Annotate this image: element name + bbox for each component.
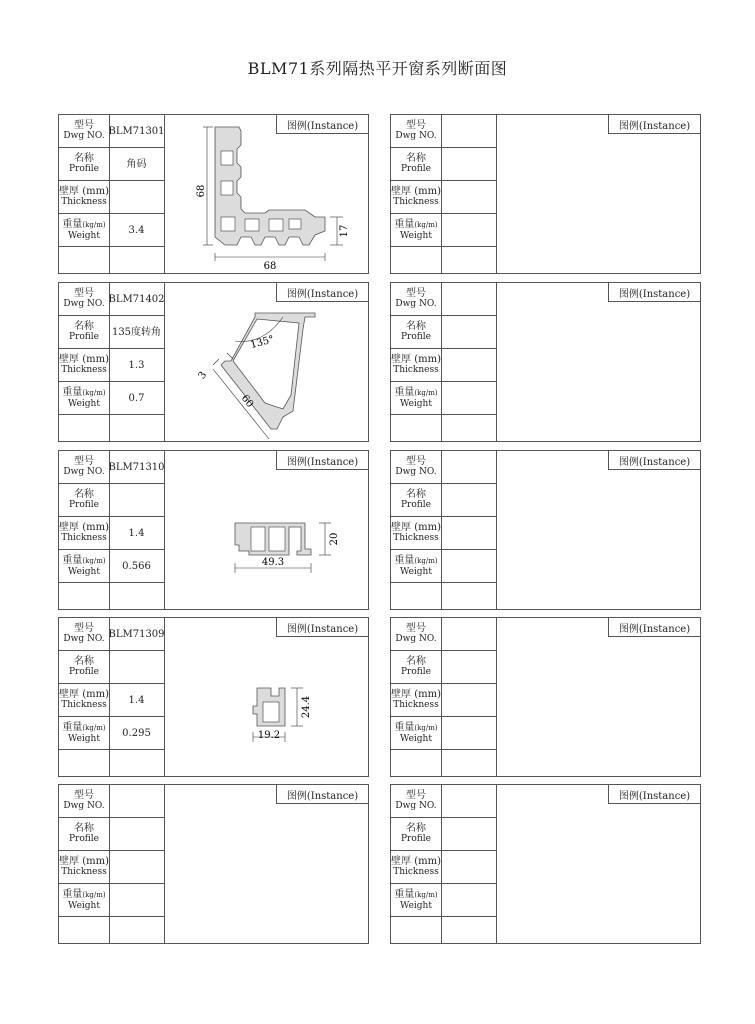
instance-label: 图例(Instance): [608, 451, 700, 470]
dim-depth: 17: [339, 224, 350, 238]
blank-label: [59, 415, 109, 443]
instance-label: 图例(Instance): [276, 618, 368, 637]
dwg-label: 型号 Dwg NO.: [391, 451, 441, 484]
blank-label: [59, 583, 109, 611]
weight-label: 重量(kg/m) Weight: [59, 550, 109, 583]
dwg-value: BLM71301: [109, 115, 164, 148]
profile-value: [441, 148, 496, 181]
profile-label: 名称 Profile: [391, 148, 441, 181]
profile-label: 名称 Profile: [59, 148, 109, 181]
label-column: [391, 115, 442, 273]
dwg-value: [441, 115, 496, 148]
blank-label: [391, 247, 441, 275]
thickness-value: [441, 181, 496, 214]
blank-label: [59, 750, 109, 778]
profile-card: [390, 784, 701, 944]
thickness-value: 1.4: [109, 684, 164, 717]
blank-value: [109, 583, 164, 611]
blank-value: [441, 583, 496, 611]
weight-value: [441, 717, 496, 750]
dwg-label: 型号 Dwg NO.: [391, 618, 441, 651]
dim-width: 49.3: [261, 557, 285, 568]
label-column: [59, 618, 110, 776]
label-column: [391, 451, 442, 609]
label-column: [59, 115, 110, 273]
profile-value: [441, 651, 496, 684]
value-column: [109, 283, 165, 441]
profile-value: [109, 818, 164, 851]
label-column: [59, 283, 110, 441]
weight-value: [441, 382, 496, 415]
instance-label: 图例(Instance): [608, 283, 700, 302]
thickness-value: [441, 851, 496, 884]
dim-height: 68: [196, 184, 207, 198]
thickness-label: 壁厚 (mm) Thickness: [59, 349, 109, 382]
thickness-label: 壁厚 (mm) Thickness: [59, 181, 109, 214]
profile-card: [390, 282, 701, 442]
blank-value: [441, 247, 496, 275]
profile-value: [441, 316, 496, 349]
profile-card: [58, 617, 369, 777]
weight-value: [441, 550, 496, 583]
thickness-label: 壁厚 (mm) Thickness: [59, 851, 109, 884]
value-column: [441, 451, 497, 609]
profile-label: 名称 Profile: [391, 818, 441, 851]
instance-label: 图例(Instance): [608, 115, 700, 134]
value-column: [109, 785, 165, 943]
weight-label: 重量(kg/m) Weight: [391, 382, 441, 415]
thickness-label: 壁厚 (mm) Thickness: [59, 684, 109, 717]
dwg-label: 型号 Dwg NO.: [59, 115, 109, 148]
dwg-value: BLM71402: [109, 283, 164, 316]
instance-label: 图例(Instance): [276, 451, 368, 470]
label-column: [59, 451, 110, 609]
profile-drawing: [165, 451, 368, 609]
value-column: [109, 115, 165, 273]
blank-value: [109, 750, 164, 778]
profile-value: [441, 818, 496, 851]
profile-value: [109, 484, 164, 517]
dwg-value: [109, 785, 164, 818]
dwg-label: 型号 Dwg NO.: [391, 115, 441, 148]
dim-height: 24.4: [301, 695, 312, 719]
profile-card: [58, 784, 369, 944]
profile-drawing: [165, 283, 368, 441]
profile-value: [441, 484, 496, 517]
thickness-value: [441, 517, 496, 550]
thickness-value: 1.3: [109, 349, 164, 382]
weight-label: 重量(kg/m) Weight: [391, 884, 441, 917]
thickness-label: 壁厚 (mm) Thickness: [391, 181, 441, 214]
profile-value: [109, 651, 164, 684]
instance-label: 图例(Instance): [276, 283, 368, 302]
instance-label: 图例(Instance): [608, 785, 700, 804]
blank-value: [441, 750, 496, 778]
profile-value: 135度转角: [109, 316, 164, 349]
thickness-label: 壁厚 (mm) Thickness: [59, 517, 109, 550]
dwg-value: [441, 451, 496, 484]
profile-card: [58, 282, 369, 442]
blank-label: [391, 415, 441, 443]
profile-value: 角码: [109, 148, 164, 181]
weight-value: [441, 884, 496, 917]
weight-value: [441, 214, 496, 247]
blank-value: [109, 415, 164, 443]
thickness-value: [109, 851, 164, 884]
value-column: [109, 451, 165, 609]
instance-label: 图例(Instance): [608, 618, 700, 637]
dwg-value: [441, 618, 496, 651]
dwg-value: BLM71309: [109, 618, 164, 651]
dwg-label: 型号 Dwg NO.: [391, 283, 441, 316]
instance-label: 图例(Instance): [276, 115, 368, 134]
value-column: [441, 115, 497, 273]
value-column: [441, 785, 497, 943]
weight-value: 0.295: [109, 717, 164, 750]
label-column: [391, 283, 442, 441]
weight-value: 0.566: [109, 550, 164, 583]
dwg-value: BLM71310: [109, 451, 164, 484]
dwg-value: [441, 283, 496, 316]
weight-label: 重量(kg/m) Weight: [59, 884, 109, 917]
weight-label: 重量(kg/m) Weight: [391, 214, 441, 247]
blank-label: [391, 750, 441, 778]
dim-angle: 135°: [249, 334, 276, 352]
thickness-value: 1.4: [109, 517, 164, 550]
blank-label: [391, 583, 441, 611]
profile-label: 名称 Profile: [391, 316, 441, 349]
blank-value: [109, 917, 164, 945]
dwg-value: [441, 785, 496, 818]
weight-label: 重量(kg/m) Weight: [59, 717, 109, 750]
label-column: [391, 618, 442, 776]
page-title: BLM71系列隔热平开窗系列断面图: [247, 59, 508, 78]
dim-width: 68: [263, 261, 277, 272]
thickness-value: [441, 349, 496, 382]
dim-height: 20: [329, 532, 340, 546]
blank-value: [441, 415, 496, 443]
profile-label: 名称 Profile: [391, 484, 441, 517]
weight-label: 重量(kg/m) Weight: [59, 382, 109, 415]
weight-label: 重量(kg/m) Weight: [391, 550, 441, 583]
dwg-label: 型号 Dwg NO.: [59, 451, 109, 484]
thickness-label: 壁厚 (mm) Thickness: [391, 517, 441, 550]
blank-label: [59, 247, 109, 275]
thickness-label: 壁厚 (mm) Thickness: [391, 349, 441, 382]
dim-length: 60: [238, 393, 256, 410]
profile-label: 名称 Profile: [59, 316, 109, 349]
thickness-value: [109, 181, 164, 214]
blank-value: [441, 917, 496, 945]
thickness-label: 壁厚 (mm) Thickness: [391, 851, 441, 884]
profile-card: [58, 450, 369, 610]
profile-card: [390, 114, 701, 274]
blank-label: [59, 917, 109, 945]
weight-value: [109, 884, 164, 917]
profile-card: [58, 114, 369, 274]
value-column: [109, 618, 165, 776]
value-column: [441, 618, 497, 776]
thickness-label: 壁厚 (mm) Thickness: [391, 684, 441, 717]
label-column: [391, 785, 442, 943]
dwg-label: 型号 Dwg NO.: [391, 785, 441, 818]
instance-label: 图例(Instance): [276, 785, 368, 804]
profile-drawing: [165, 115, 368, 273]
weight-value: 3.4: [109, 214, 164, 247]
dwg-label: 型号 Dwg NO.: [59, 283, 109, 316]
weight-value: 0.7: [109, 382, 164, 415]
weight-label: 重量(kg/m) Weight: [59, 214, 109, 247]
weight-label: 重量(kg/m) Weight: [391, 717, 441, 750]
thickness-value: [441, 684, 496, 717]
profile-label: 名称 Profile: [59, 651, 109, 684]
profile-card: [390, 450, 701, 610]
profile-card: [390, 617, 701, 777]
blank-value: [109, 247, 164, 275]
profile-label: 名称 Profile: [59, 484, 109, 517]
dim-width: 19.2: [257, 730, 281, 741]
profile-drawing: [165, 618, 368, 776]
value-column: [441, 283, 497, 441]
label-column: [59, 785, 110, 943]
dwg-label: 型号 Dwg NO.: [59, 618, 109, 651]
dwg-label: 型号 Dwg NO.: [59, 785, 109, 818]
dim-thickness: 3: [196, 369, 210, 382]
profile-label: 名称 Profile: [391, 651, 441, 684]
blank-label: [391, 917, 441, 945]
profile-label: 名称 Profile: [59, 818, 109, 851]
